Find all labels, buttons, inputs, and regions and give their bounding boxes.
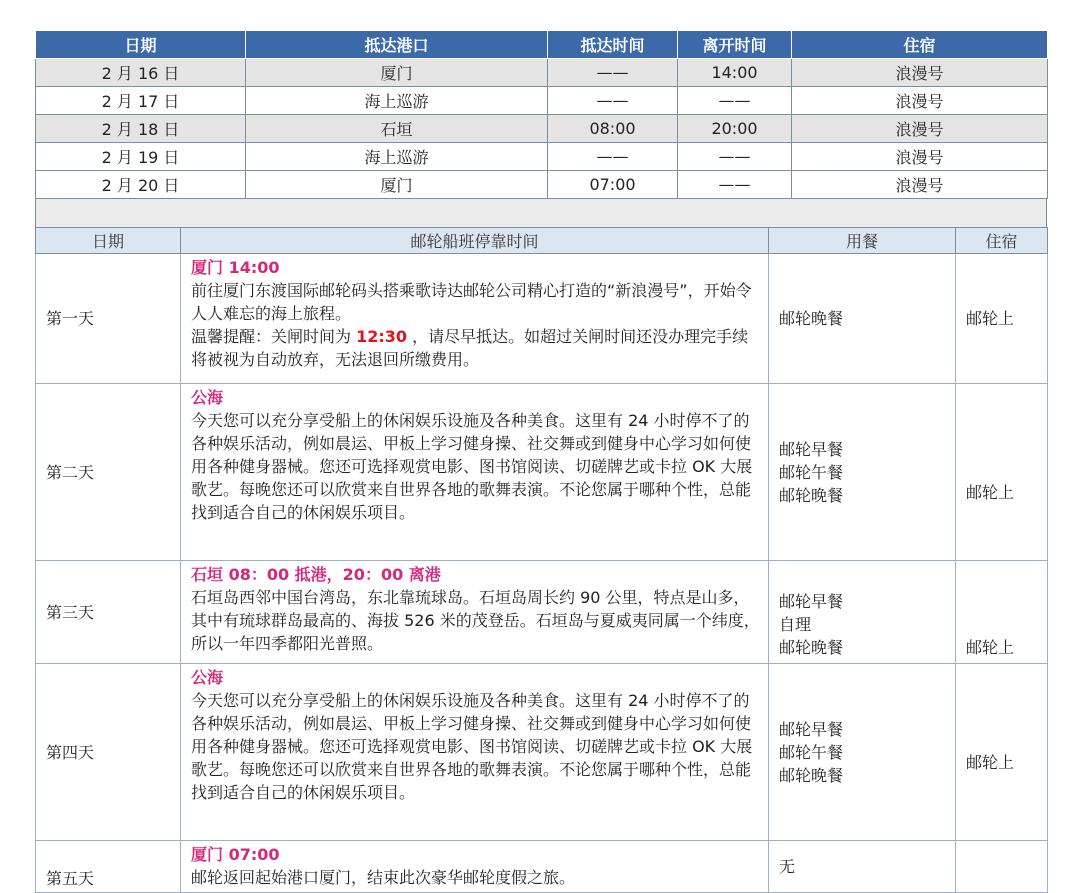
meal-item: 自理 xyxy=(779,615,812,634)
meal-item: 邮轮早餐 xyxy=(779,719,844,739)
cell-date: 2 月 16 日 xyxy=(36,59,246,87)
meals-cell xyxy=(769,561,956,664)
cell-port: 海上巡游 xyxy=(246,143,548,171)
header-day: 日期 xyxy=(36,228,181,254)
day-label: 第四天 xyxy=(36,664,181,841)
cell-depart: —— xyxy=(678,171,792,199)
meal-item: 邮轮早餐 xyxy=(779,592,844,611)
header-arrive: 抵达时间 xyxy=(548,31,678,59)
day-description xyxy=(181,561,769,664)
cell-port: 厦门 xyxy=(246,171,548,199)
header-lodging: 住宿 xyxy=(956,228,1048,254)
cell-stay: 浪漫号 xyxy=(792,143,1048,171)
meal-item: 邮轮晚餐 xyxy=(779,485,844,505)
header-stay: 住宿 xyxy=(792,31,1048,59)
table-row xyxy=(36,171,1048,199)
table-row xyxy=(36,143,1048,171)
table-row xyxy=(36,87,1048,115)
cell-depart: 14:00 xyxy=(678,59,792,87)
day-paragraph: 邮轮返回起始港口厦门，结束此次豪华邮轮度假之旅。 xyxy=(191,868,576,887)
reminder-time: 12:30 xyxy=(356,327,408,346)
header-port: 抵达港口 xyxy=(246,31,548,59)
meal-item: 邮轮午餐 xyxy=(779,462,844,482)
day-label: 第三天 xyxy=(36,561,181,664)
cell-port: 海上巡游 xyxy=(246,87,548,115)
day-description xyxy=(181,841,769,893)
header-meals: 用餐 xyxy=(769,228,956,254)
cell-date: 2 月 19 日 xyxy=(36,143,246,171)
itinerary-row-day3 xyxy=(36,561,1048,664)
day-label: 第一天 xyxy=(36,254,181,384)
lodging-cell: 邮轮上 xyxy=(956,664,1048,841)
lodging-cell: 邮轮上 xyxy=(956,561,1048,664)
cell-stay: 浪漫号 xyxy=(792,59,1048,87)
itinerary-row-day1 xyxy=(36,254,1048,384)
daily-itinerary-table xyxy=(35,227,1048,893)
port-schedule-header xyxy=(36,31,1048,59)
itinerary-row-day4 xyxy=(36,664,1048,841)
reminder-prefix: 温馨提醒：关闸时间为 xyxy=(191,327,357,346)
cell-arrive: 08:00 xyxy=(548,115,678,143)
day-description xyxy=(181,664,769,841)
meals-cell xyxy=(769,664,956,841)
port-schedule-table xyxy=(35,30,1048,199)
cell-depart: —— xyxy=(678,143,792,171)
day-paragraph: 石垣岛西邻中国台湾岛，东北靠琉球岛。石垣岛周长约 90 公里，特点是山多，其中有琉球群岛最高的、海拔 526 米的茂登岳。石垣岛与夏威夷同属一个纬度，所以一年四季都阳光普照。 xyxy=(191,588,760,653)
cell-depart: 20:00 xyxy=(678,115,792,143)
day-paragraph: 今天您可以充分享受船上的休闲娱乐设施及各种美食。这里有 24 小时停不了的各种娱乐活动，例如晨运、甲板上学习健身操、社交舞或到健身中心学习如何使用各种健身器械。您还可选择观赏电影、图书馆阅读、切磋牌艺或卡拉 OK 大展歌艺。每晚您还可以欣赏来自世界各地的歌舞表演。不论您属于哪种个性，总能找到适合自己的休闲娱乐项目。 xyxy=(191,411,753,522)
itinerary-sheet xyxy=(35,30,1047,893)
day-heading: 石垣 08：00 抵港，20：00 离港 xyxy=(191,565,441,584)
meal-item: 邮轮晚餐 xyxy=(779,765,844,785)
cell-date: 2 月 18 日 xyxy=(36,115,246,143)
meals-cell xyxy=(769,384,956,561)
meals-cell xyxy=(769,254,956,384)
cell-port: 石垣 xyxy=(246,115,548,143)
day-paragraph: 今天您可以充分享受船上的休闲娱乐设施及各种美食。这里有 24 小时停不了的各种娱乐活动，例如晨运、甲板上学习健身操、社交舞或到健身中心学习如何使用各种健身器械。您还可选择观赏电影、图书馆阅读、切磋牌艺或卡拉 OK 大展歌艺。每晚您还可以欣赏来自世界各地的歌舞表演。不论您属于哪种个性，总能找到适合自己的休闲娱乐项目。 xyxy=(191,691,753,802)
day-heading: 厦门 14:00 xyxy=(191,258,280,277)
meals-cell xyxy=(769,841,956,893)
lodging-cell: 邮轮上 xyxy=(956,384,1048,561)
meal-item: 邮轮晚餐 xyxy=(779,638,844,657)
table-row xyxy=(36,59,1048,87)
meal-item: 无 xyxy=(779,857,796,876)
cell-arrive: —— xyxy=(548,59,678,87)
lodging-cell xyxy=(956,841,1048,893)
itinerary-row-day5 xyxy=(36,841,1048,893)
meal-item: 邮轮午餐 xyxy=(779,742,844,762)
day-description xyxy=(181,384,769,561)
cell-port: 厦门 xyxy=(246,59,548,87)
meal-item: 邮轮早餐 xyxy=(779,439,844,459)
cell-stay: 浪漫号 xyxy=(792,87,1048,115)
table-row xyxy=(36,115,1048,143)
day-heading: 公海 xyxy=(191,388,224,407)
day-heading: 厦门 07:00 xyxy=(191,845,280,864)
day-heading: 公海 xyxy=(191,668,224,687)
header-schedule: 邮轮船班停靠时间 xyxy=(181,228,769,254)
day-label: 第五天 xyxy=(36,841,181,893)
lodging-cell: 邮轮上 xyxy=(956,254,1048,384)
section-divider xyxy=(35,199,1047,227)
cell-date: 2 月 20 日 xyxy=(36,171,246,199)
itinerary-header xyxy=(36,228,1048,254)
cell-depart: —— xyxy=(678,87,792,115)
cell-stay: 浪漫号 xyxy=(792,171,1048,199)
day-label: 第二天 xyxy=(36,384,181,561)
cell-arrive: 07:00 xyxy=(548,171,678,199)
header-date: 日期 xyxy=(36,31,246,59)
cell-arrive: —— xyxy=(548,143,678,171)
reminder-suffix: ，请尽早抵达。如超过关闸时间还没办理完手续将被视为自动放弃，无法退回所缴费用。 xyxy=(191,327,749,369)
header-depart: 离开时间 xyxy=(678,31,792,59)
day-description xyxy=(181,254,769,384)
cell-date: 2 月 17 日 xyxy=(36,87,246,115)
day-paragraph: 前往厦门东渡国际邮轮码头搭乘歌诗达邮轮公司精心打造的“新浪漫号”，开始令人人难忘的海上旅程。 xyxy=(191,281,752,323)
reminder xyxy=(191,325,760,371)
cell-arrive: —— xyxy=(548,87,678,115)
cell-stay: 浪漫号 xyxy=(792,115,1048,143)
itinerary-row-day2 xyxy=(36,384,1048,561)
meal-item: 邮轮晚餐 xyxy=(779,309,844,328)
